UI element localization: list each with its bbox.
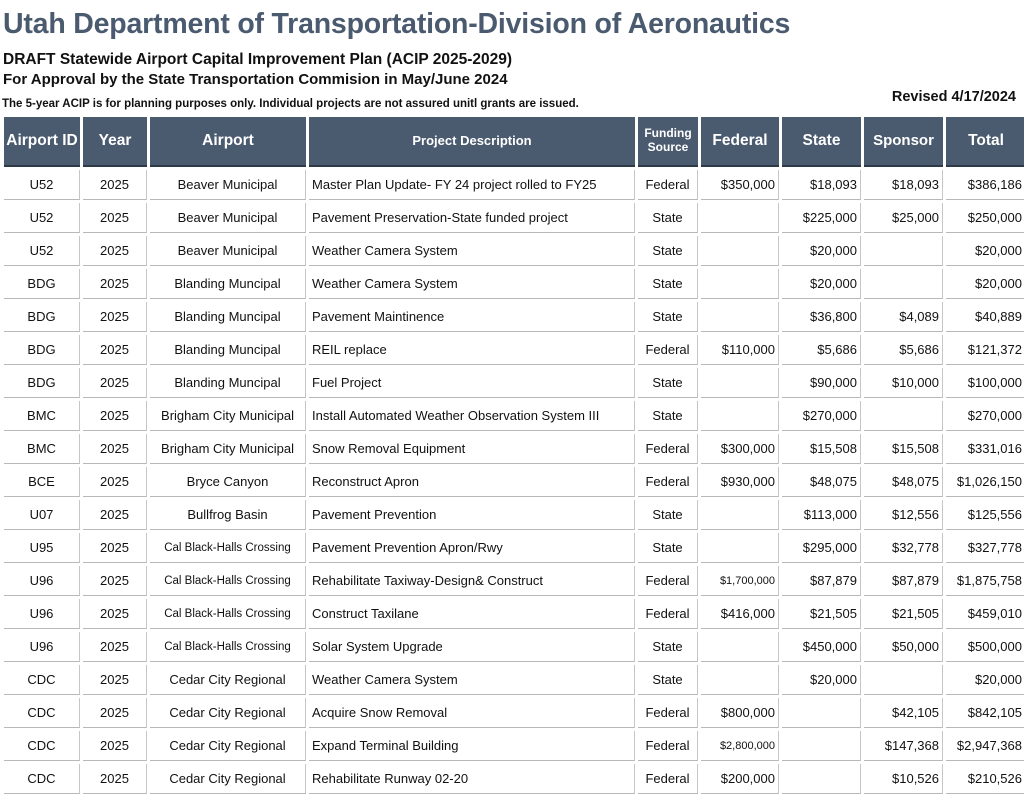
table-row (4, 632, 1024, 662)
sponsor-cell: $25,000 (864, 203, 943, 233)
federal-cell: $350,000 (701, 170, 779, 200)
col-header-funding-source: Funding Source (638, 117, 698, 167)
airport-id-cell: U52 (4, 170, 80, 200)
sponsor-cell: $147,368 (864, 731, 943, 761)
sponsor-cell (864, 401, 943, 431)
federal-cell (701, 368, 779, 398)
total-cell: $386,186 (946, 170, 1024, 200)
funding-source-cell: State (638, 236, 698, 266)
airport-id-cell: CDC (4, 731, 80, 761)
airport-id-cell: U96 (4, 599, 80, 629)
col-header-sponsor: Sponsor (864, 117, 943, 167)
airport-cell: Cedar City Regional (150, 764, 306, 794)
total-cell: $2,947,368 (946, 731, 1024, 761)
airport-cell: Blanding Muncipal (150, 302, 306, 332)
total-cell: $459,010 (946, 599, 1024, 629)
table-row (4, 599, 1024, 629)
airport-cell: Blanding Muncipal (150, 368, 306, 398)
federal-cell: $200,000 (701, 764, 779, 794)
total-cell: $331,016 (946, 434, 1024, 464)
project-description-cell: Pavement Prevention Apron/Rwy (309, 533, 635, 563)
table-row (4, 566, 1024, 596)
airport-cell: Cal Black-Halls Crossing (150, 566, 306, 596)
sponsor-cell: $21,505 (864, 599, 943, 629)
federal-cell (701, 302, 779, 332)
sponsor-cell: $10,526 (864, 764, 943, 794)
federal-cell (701, 500, 779, 530)
project-description-cell: Rehabilitate Runway 02-20 (309, 764, 635, 794)
sponsor-cell: $15,508 (864, 434, 943, 464)
project-description-cell: Pavement Preservation-State funded project (309, 203, 635, 233)
airport-id-cell: CDC (4, 764, 80, 794)
airport-cell: Brigham City Municipal (150, 434, 306, 464)
airport-id-cell: U52 (4, 203, 80, 233)
table-row (4, 500, 1024, 530)
sponsor-cell: $32,778 (864, 533, 943, 563)
total-cell: $100,000 (946, 368, 1024, 398)
year-cell: 2025 (83, 170, 147, 200)
sponsor-cell: $4,089 (864, 302, 943, 332)
table-row (4, 401, 1024, 431)
col-header-airport-id: Airport ID (4, 117, 80, 167)
airport-id-cell: BMC (4, 434, 80, 464)
sponsor-cell: $42,105 (864, 698, 943, 728)
year-cell: 2025 (83, 698, 147, 728)
airport-id-cell: CDC (4, 698, 80, 728)
state-cell (782, 731, 861, 761)
table-row (4, 764, 1024, 794)
total-cell: $842,105 (946, 698, 1024, 728)
airport-id-cell: CDC (4, 665, 80, 695)
project-description-cell: Install Automated Weather Observation System III (309, 401, 635, 431)
project-description-cell: Expand Terminal Building (309, 731, 635, 761)
year-cell: 2025 (83, 467, 147, 497)
table-row (4, 170, 1024, 200)
airport-cell: Beaver Municipal (150, 170, 306, 200)
funding-source-cell: State (638, 368, 698, 398)
airport-id-cell: BDG (4, 335, 80, 365)
federal-cell: $930,000 (701, 467, 779, 497)
funding-source-cell: State (638, 203, 698, 233)
revised-date: Revised 4/17/2024 (891, 89, 1016, 105)
state-cell: $87,879 (782, 566, 861, 596)
airport-id-cell: U07 (4, 500, 80, 530)
airport-id-cell: U96 (4, 566, 80, 596)
year-cell: 2025 (83, 401, 147, 431)
airport-cell: Beaver Municipal (150, 236, 306, 266)
sponsor-cell: $5,686 (864, 335, 943, 365)
table-row (4, 203, 1024, 233)
airport-cell: Blanding Muncipal (150, 269, 306, 299)
airport-cell: Cal Black-Halls Crossing (150, 599, 306, 629)
federal-cell: $800,000 (701, 698, 779, 728)
state-cell: $36,800 (782, 302, 861, 332)
funding-source-cell: State (638, 302, 698, 332)
funding-source-cell: State (638, 401, 698, 431)
project-description-cell: Pavement Maintinence (309, 302, 635, 332)
total-cell: $20,000 (946, 665, 1024, 695)
col-header-project-description: Project Description (309, 117, 635, 167)
year-cell: 2025 (83, 599, 147, 629)
state-cell (782, 764, 861, 794)
total-cell: $210,526 (946, 764, 1024, 794)
table-row (4, 533, 1024, 563)
federal-cell (701, 533, 779, 563)
airport-cell: Cedar City Regional (150, 731, 306, 761)
project-description-cell: Weather Camera System (309, 269, 635, 299)
state-cell: $113,000 (782, 500, 861, 530)
sponsor-cell (864, 236, 943, 266)
table-row (4, 236, 1024, 266)
state-cell: $18,093 (782, 170, 861, 200)
funding-source-cell: State (638, 665, 698, 695)
airport-cell: Cedar City Regional (150, 698, 306, 728)
col-header-airport: Airport (150, 117, 306, 167)
total-cell: $250,000 (946, 203, 1024, 233)
sponsor-cell: $18,093 (864, 170, 943, 200)
page-title: Utah Department of Transportation-Division of Aeronautics (3, 8, 791, 40)
col-header-federal: Federal (701, 117, 779, 167)
project-description-cell: Reconstruct Apron (309, 467, 635, 497)
airport-cell: Bryce Canyon (150, 467, 306, 497)
col-header-total: Total (946, 117, 1024, 167)
airport-id-cell: BDG (4, 368, 80, 398)
year-cell: 2025 (83, 335, 147, 365)
airport-cell: Blanding Muncipal (150, 335, 306, 365)
year-cell: 2025 (83, 632, 147, 662)
project-description-cell: Rehabilitate Taxiway-Design& Construct (309, 566, 635, 596)
plan-subtitle: DRAFT Statewide Airport Capital Improvement Plan (ACIP 2025-2029) (3, 51, 513, 68)
airport-id-cell: U96 (4, 632, 80, 662)
airport-id-cell: BDG (4, 302, 80, 332)
state-cell: $5,686 (782, 335, 861, 365)
col-header-state: State (782, 117, 861, 167)
approval-note: For Approval by the State Transportation Commision in May/June 2024 (3, 71, 508, 88)
year-cell: 2025 (83, 236, 147, 266)
funding-source-cell: State (638, 500, 698, 530)
table-header-row (4, 117, 1024, 167)
total-cell: $40,889 (946, 302, 1024, 332)
sponsor-cell (864, 665, 943, 695)
funding-source-cell: Federal (638, 599, 698, 629)
project-description-cell: Weather Camera System (309, 665, 635, 695)
funding-source-cell: Federal (638, 764, 698, 794)
airport-cell: Cal Black-Halls Crossing (150, 632, 306, 662)
state-cell: $20,000 (782, 665, 861, 695)
state-cell: $225,000 (782, 203, 861, 233)
airport-cell: Cal Black-Halls Crossing (150, 533, 306, 563)
total-cell: $121,372 (946, 335, 1024, 365)
year-cell: 2025 (83, 764, 147, 794)
state-cell (782, 698, 861, 728)
total-cell: $125,556 (946, 500, 1024, 530)
funding-source-cell: Federal (638, 731, 698, 761)
project-description-cell: Solar System Upgrade (309, 632, 635, 662)
year-cell: 2025 (83, 665, 147, 695)
year-cell: 2025 (83, 203, 147, 233)
sponsor-cell: $48,075 (864, 467, 943, 497)
federal-cell (701, 203, 779, 233)
funding-source-cell: State (638, 632, 698, 662)
year-cell: 2025 (83, 269, 147, 299)
table-row (4, 467, 1024, 497)
funding-source-cell: Federal (638, 335, 698, 365)
total-cell: $1,875,758 (946, 566, 1024, 596)
project-description-cell: Acquire Snow Removal (309, 698, 635, 728)
federal-cell (701, 269, 779, 299)
project-description-cell: Weather Camera System (309, 236, 635, 266)
table-row (4, 698, 1024, 728)
airport-id-cell: U52 (4, 236, 80, 266)
table-row (4, 335, 1024, 365)
funding-source-cell: Federal (638, 434, 698, 464)
federal-cell (701, 401, 779, 431)
acip-table (1, 114, 1024, 797)
sponsor-cell: $10,000 (864, 368, 943, 398)
project-description-cell: Master Plan Update- FY 24 project rolled to FY25 (309, 170, 635, 200)
table-row (4, 731, 1024, 761)
project-description-cell: REIL replace (309, 335, 635, 365)
airport-id-cell: U95 (4, 533, 80, 563)
federal-cell: $416,000 (701, 599, 779, 629)
state-cell: $21,505 (782, 599, 861, 629)
airport-cell: Brigham City Municipal (150, 401, 306, 431)
year-cell: 2025 (83, 434, 147, 464)
col-header-year: Year (83, 117, 147, 167)
total-cell: $327,778 (946, 533, 1024, 563)
project-description-cell: Snow Removal Equipment (309, 434, 635, 464)
airport-id-cell: BMC (4, 401, 80, 431)
state-cell: $295,000 (782, 533, 861, 563)
table-row (4, 434, 1024, 464)
year-cell: 2025 (83, 731, 147, 761)
airport-cell: Bullfrog Basin (150, 500, 306, 530)
disclaimer-note: The 5-year ACIP is for planning purposes only. Individual projects are not assured unitl grants are issued. (2, 98, 579, 110)
federal-cell: $110,000 (701, 335, 779, 365)
year-cell: 2025 (83, 566, 147, 596)
state-cell: $15,508 (782, 434, 861, 464)
funding-source-cell: Federal (638, 467, 698, 497)
state-cell: $270,000 (782, 401, 861, 431)
airport-id-cell: BDG (4, 269, 80, 299)
funding-source-cell: State (638, 533, 698, 563)
federal-cell (701, 236, 779, 266)
project-description-cell: Pavement Prevention (309, 500, 635, 530)
federal-cell: $1,700,000 (701, 566, 779, 596)
sponsor-cell: $50,000 (864, 632, 943, 662)
year-cell: 2025 (83, 302, 147, 332)
year-cell: 2025 (83, 500, 147, 530)
total-cell: $1,026,150 (946, 467, 1024, 497)
state-cell: $20,000 (782, 269, 861, 299)
total-cell: $20,000 (946, 269, 1024, 299)
year-cell: 2025 (83, 368, 147, 398)
federal-cell: $2,800,000 (701, 731, 779, 761)
project-description-cell: Fuel Project (309, 368, 635, 398)
sponsor-cell: $87,879 (864, 566, 943, 596)
funding-source-cell: Federal (638, 170, 698, 200)
state-cell: $20,000 (782, 236, 861, 266)
project-description-cell: Construct Taxilane (309, 599, 635, 629)
federal-cell: $300,000 (701, 434, 779, 464)
funding-source-cell: Federal (638, 698, 698, 728)
table-row (4, 665, 1024, 695)
state-cell: $90,000 (782, 368, 861, 398)
federal-cell (701, 665, 779, 695)
state-cell: $48,075 (782, 467, 861, 497)
sponsor-cell: $12,556 (864, 500, 943, 530)
year-cell: 2025 (83, 533, 147, 563)
state-cell: $450,000 (782, 632, 861, 662)
federal-cell (701, 632, 779, 662)
total-cell: $500,000 (946, 632, 1024, 662)
total-cell: $20,000 (946, 236, 1024, 266)
table-row (4, 368, 1024, 398)
funding-source-cell: State (638, 269, 698, 299)
table-row (4, 302, 1024, 332)
sponsor-cell (864, 269, 943, 299)
airport-cell: Beaver Municipal (150, 203, 306, 233)
airport-cell: Cedar City Regional (150, 665, 306, 695)
funding-source-cell: Federal (638, 566, 698, 596)
total-cell: $270,000 (946, 401, 1024, 431)
airport-id-cell: BCE (4, 467, 80, 497)
table-row (4, 269, 1024, 299)
